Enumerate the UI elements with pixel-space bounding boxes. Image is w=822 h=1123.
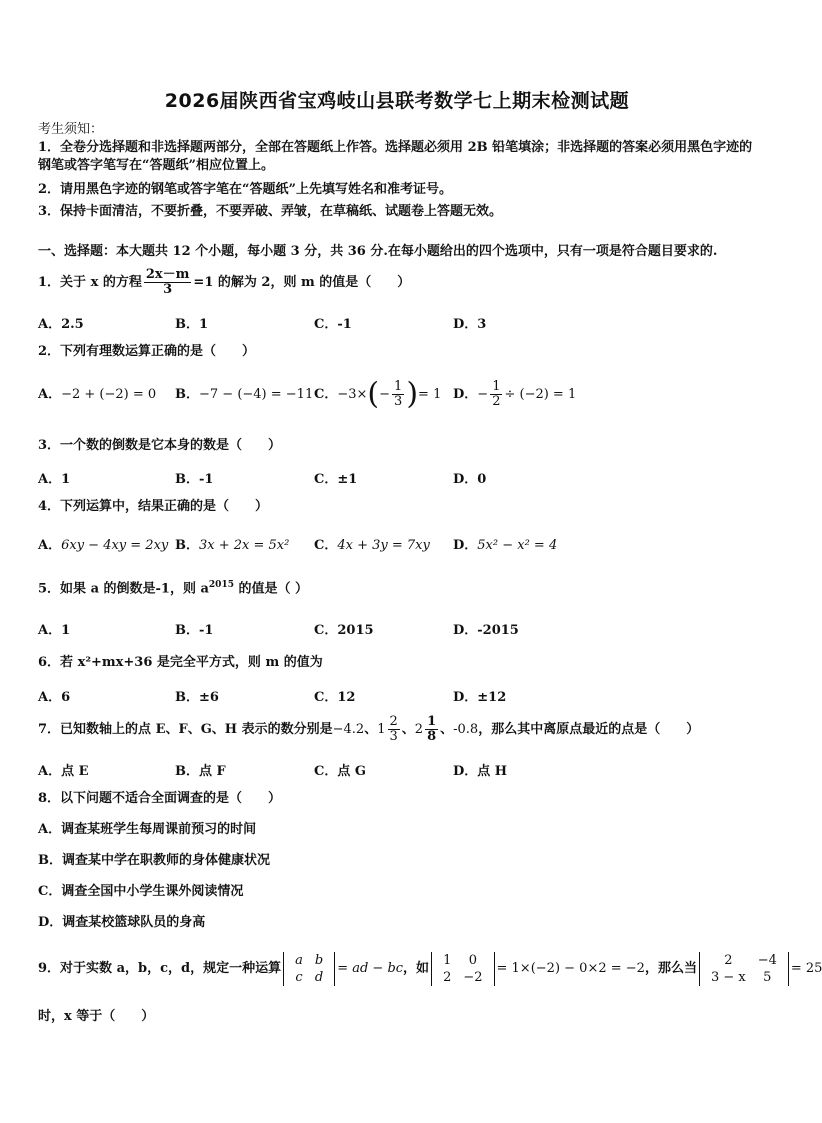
q4-a-expr: 6xy − 4xy = 2xy: [61, 538, 169, 553]
q6-option-d: D．±12: [453, 690, 507, 705]
q8-option-b: B．调查某中学在职教师的身体健康状况: [38, 853, 270, 868]
q4-a-label: A．: [38, 538, 62, 553]
q2-d-num: 1: [492, 379, 501, 394]
q1-fraction: [144, 268, 192, 297]
q4-d-label: D．: [453, 538, 478, 553]
q2-option-c: [314, 378, 441, 412]
q7-value-e: −4.2: [332, 722, 365, 737]
q2-c-den: 3: [394, 394, 403, 409]
notice-item-2: 2．请用黑色字迹的钢笔或答字笔在“答题纸”上先填写姓名和准考证号。: [38, 182, 453, 197]
q9-example-label: ，如: [403, 961, 430, 976]
q9-m2-12: 0: [468, 952, 478, 968]
q7-value-f-fraction: [388, 715, 400, 744]
q4-c-expr: 4x + 3y = 7xy: [337, 538, 430, 553]
q4-option-d: [453, 534, 557, 553]
q5-exponent: 2015: [208, 580, 234, 590]
q4-option-b: [175, 534, 289, 553]
q7-stem-post: ，那么其中离原点最近的点是（ ）: [478, 722, 700, 737]
q2-c-post: = 1: [418, 387, 442, 402]
question-4: 4．下列运算中，结果正确的是（ ）: [38, 499, 269, 514]
q6-option-a: A．6: [38, 690, 71, 705]
q2-c-num: 1: [394, 379, 403, 394]
q9-determinant-example: [431, 952, 494, 986]
q2-option-d: [453, 378, 576, 412]
q9-determinant-abcd: [283, 952, 335, 986]
q5-stem-post: 的值是（ ）: [233, 581, 309, 597]
q7-g-den: 8: [427, 729, 437, 744]
q9-m2-21: 2: [443, 969, 452, 985]
q1-stem-pre: 1．关于 x 的方程: [38, 275, 142, 290]
q2-c-pre: −3×: [337, 387, 368, 402]
q9-example-result: = 1×(−2) − 0×2 = −2: [496, 961, 645, 976]
question-5: [38, 576, 756, 598]
question-7: [38, 712, 756, 748]
q9-m3-11: 2: [724, 952, 733, 968]
q9-definition: = ad − bc: [337, 961, 404, 976]
q2-d-post: ÷ (−2) = 1: [504, 387, 577, 402]
q4-d-expr: 5x² − x² = 4: [477, 538, 558, 553]
q2-d-minus: −: [477, 387, 489, 402]
section-heading: 一、选择题：本大题共 12 个小题，每小题 3 分，共 36 分.在每小题给出的四个选项中，只有一项是符合题目要求的.: [38, 244, 718, 259]
q6-option-b: B．±6: [175, 690, 219, 705]
q5-stem-pre: 5．如果 a 的倒数是-1，则 a: [38, 581, 209, 597]
q2-a-expr: −2 + (−2) = 0: [61, 387, 157, 402]
q9-m3-22: 5: [763, 969, 772, 985]
q7-sep-2: 、: [401, 722, 415, 737]
q2-b-expr: −7 − (−4) = −11: [199, 387, 314, 402]
q4-option-c: [314, 534, 430, 553]
q7-f-den: 3: [389, 729, 398, 744]
q3-option-b: B．-1: [175, 472, 214, 487]
question-8: 8．以下问题不适合全面调查的是（ ）: [38, 791, 282, 806]
q2-c-fraction: [392, 380, 404, 409]
question-1: [38, 266, 756, 300]
q1-stem-post: =1 的解为 2，则 m 的值是（ ）: [193, 275, 411, 290]
q1-frac-num: 2x－m: [145, 267, 190, 282]
q9-m1-b: b: [314, 952, 324, 968]
q5-option-c: C．2015: [314, 623, 374, 638]
q7-option-c: C．点 G: [314, 764, 366, 779]
q1-option-c: C．-1: [314, 317, 352, 332]
notice-heading: 考生须知：: [38, 122, 104, 137]
q7-option-d: D．点 H: [453, 764, 508, 779]
question-2: 2．下列有理数运算正确的是（ ）: [38, 344, 256, 359]
question-6: 6．若 x²+mx+36 是完全平方式，则 m 的值为: [38, 655, 323, 670]
q9-m3-12: −4: [757, 952, 777, 968]
q7-value-g-whole: 2: [414, 722, 424, 737]
q9-condition-label: ，那么当: [644, 961, 697, 976]
q7-option-b: B．点 F: [175, 764, 226, 779]
q2-b-label: B．: [175, 387, 199, 402]
q9-m2-22: −2: [463, 969, 483, 985]
q9-m3-21: 3 − x: [710, 969, 746, 985]
q8-option-a: A．调查某班学生每周课前预习的时间: [38, 822, 257, 837]
q4-b-label: B．: [175, 538, 199, 553]
q7-value-f-whole: 1: [377, 722, 386, 737]
notice-item-1: 1．全卷分选择题和非选择题两部分，全部在答题纸上作答。选择题必须用 2B 铅笔填涂；非选择题的答案必须用黑色字迹的钢笔或答字笔写在“答题纸”相应位置上。: [38, 140, 753, 173]
q5-option-d: D．-2015: [453, 623, 519, 638]
question-3: 3．一个数的倒数是它本身的数是（ ）: [38, 438, 282, 453]
q7-g-num: 1: [427, 714, 437, 729]
q5-option-a: A．1: [38, 623, 71, 638]
q3-option-a: A．1: [38, 472, 71, 487]
q2-a-label: A．: [38, 387, 62, 402]
page-title: 2026届陕西省宝鸡岐山县联考数学七上期末检测试题: [164, 90, 630, 112]
notice-item-3: 3．保持卡面清洁，不要折叠，不要弄破、弄皱，在草稿纸、试题卷上答题无效。: [38, 204, 503, 219]
q9-m1-a: a: [295, 952, 303, 968]
q3-option-c: C．±1: [314, 472, 358, 487]
q1-option-d: D．3: [453, 317, 487, 332]
q2-d-fraction: [490, 380, 502, 409]
q4-c-label: C．: [314, 538, 338, 553]
q2-c-minus: −: [379, 387, 391, 402]
q2-c-left-paren: (: [367, 376, 380, 412]
q7-stem-pre: 7．已知数轴上的点 E、F、G、H 表示的数分别是: [38, 722, 333, 737]
q2-d-den: 2: [492, 394, 501, 409]
q2-option-a: [38, 378, 156, 412]
q9-m2-11: 1: [443, 952, 452, 968]
q5-option-b: B．-1: [175, 623, 214, 638]
q9-m1-c: c: [295, 969, 303, 985]
q1-option-b: B．1: [175, 317, 209, 332]
q1-frac-den: 3: [163, 282, 173, 297]
q6-option-c: C．12: [314, 690, 356, 705]
q7-sep-3: 、: [440, 722, 454, 737]
q8-option-d: D．调查某校篮球队员的身高: [38, 915, 206, 930]
q1-option-a: A．2.5: [38, 317, 84, 332]
q4-option-a: [38, 534, 168, 553]
q2-d-label: D．: [453, 387, 478, 402]
q9-continuation: 时，x 等于（ ）: [38, 1009, 155, 1024]
q9-determinant-condition: [699, 952, 789, 986]
q7-value-g-fraction: [425, 715, 438, 744]
q3-option-d: D．0: [453, 472, 487, 487]
q9-condition-value: = 25: [790, 961, 822, 976]
q2-option-b: [175, 378, 313, 412]
question-9: [38, 946, 822, 992]
q8-option-c: C．调查全国中小学生课外阅读情况: [38, 884, 244, 899]
q9-stem-pre: 9．对于实数 a，b，c，d，规定一种运算: [38, 961, 282, 976]
q7-option-a: A．点 E: [38, 764, 89, 779]
q7-value-h: -0.8: [453, 722, 479, 737]
q4-b-expr: 3x + 2x = 5x²: [199, 538, 290, 553]
q2-c-label: C．: [314, 387, 338, 402]
q7-sep-1: 、: [364, 722, 378, 737]
q2-c-right-paren: ): [406, 376, 419, 412]
q9-m1-d: d: [314, 969, 324, 985]
q7-f-num: 2: [389, 714, 398, 729]
